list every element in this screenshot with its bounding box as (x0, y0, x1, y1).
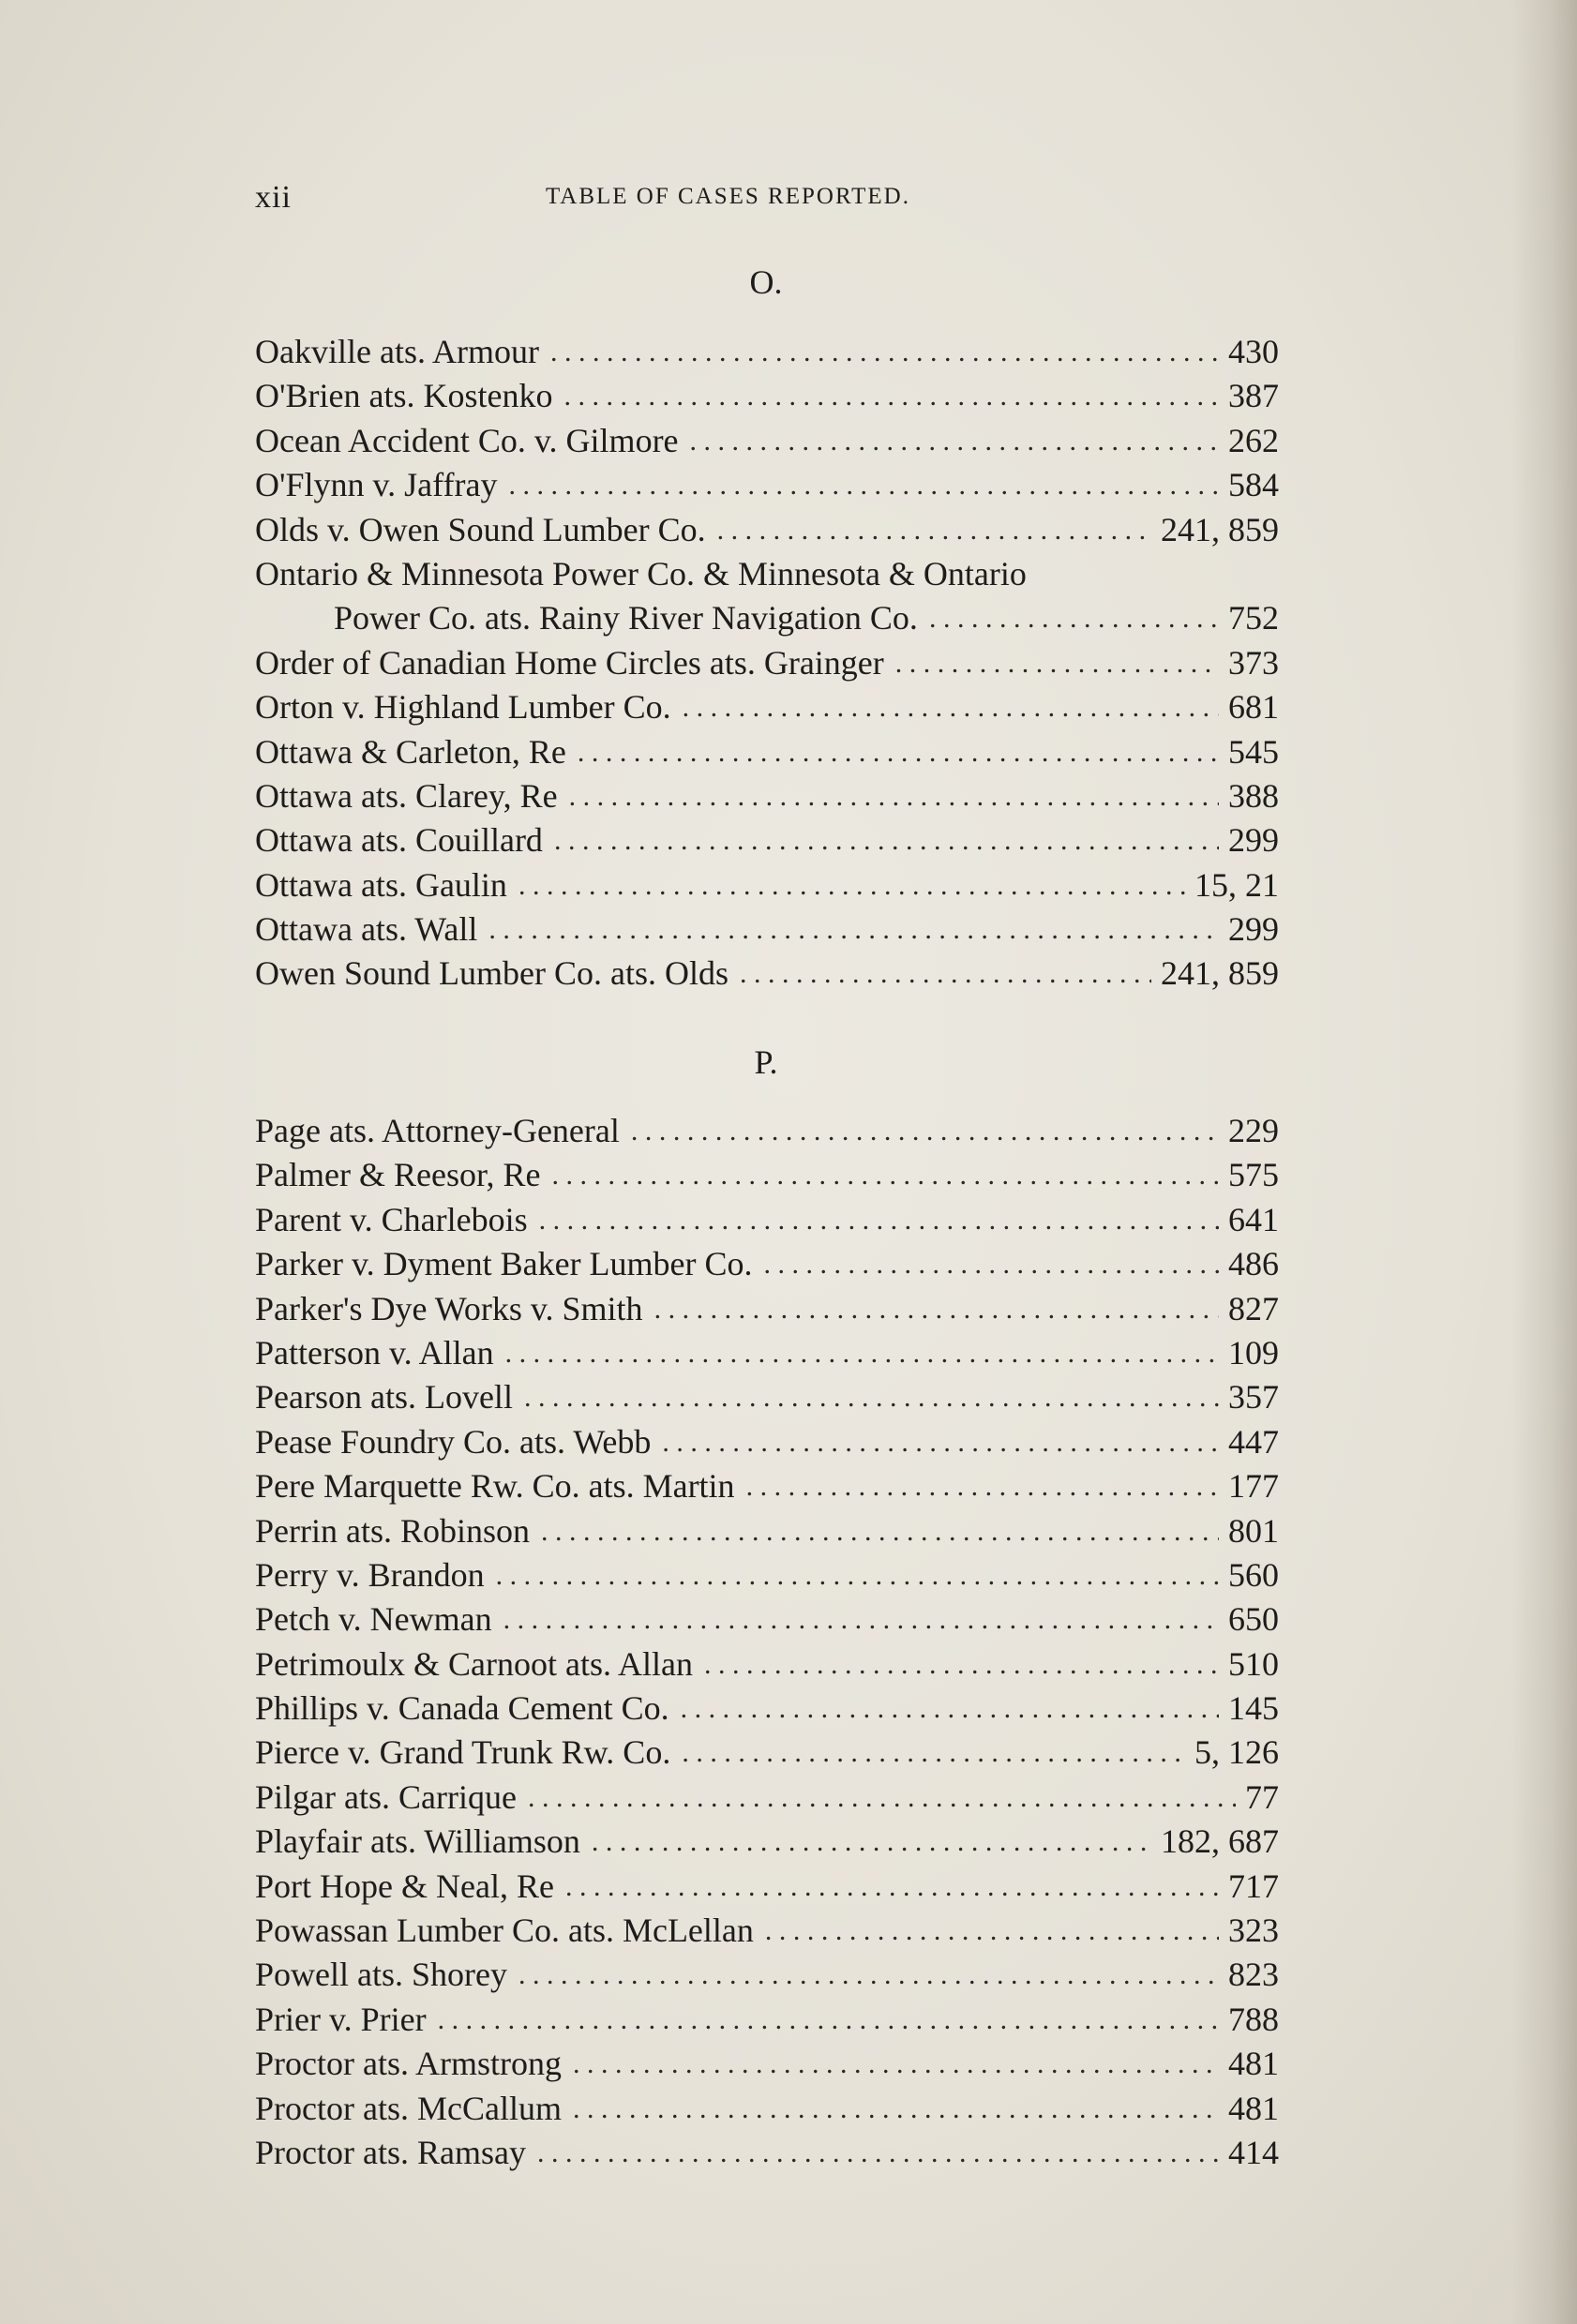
case-name: Ottawa ats. Wall (255, 910, 478, 949)
leader-dots (683, 685, 1219, 729)
case-entry (255, 330, 1279, 374)
leader-dots (496, 1553, 1219, 1597)
case-page: 575 (1228, 1156, 1279, 1194)
case-name: Playfair ats. Williamson (255, 1822, 580, 1861)
case-name: Proctor ats. McCallum (255, 2089, 562, 2127)
page-gutter-shadow (1511, 0, 1577, 2324)
leader-dots (537, 2131, 1219, 2175)
case-page: 681 (1228, 688, 1279, 727)
case-page: 481 (1228, 2089, 1279, 2127)
case-entry (255, 863, 1279, 907)
leader-dots (764, 1242, 1219, 1286)
case-page: 481 (1228, 2045, 1279, 2083)
leader-dots (505, 1331, 1219, 1375)
leader-dots (524, 1375, 1219, 1419)
leader-dots (717, 508, 1151, 552)
case-page: 145 (1228, 1689, 1279, 1728)
case-name: Pierce v. Grand Trunk Rw. Co. (255, 1733, 671, 1772)
case-name: Order of Canadian Home Circles ats. Grainger (255, 643, 884, 682)
case-name: O'Flynn v. Jaffray (255, 466, 498, 504)
case-page: 650 (1228, 1600, 1279, 1639)
case-name: Pere Marquette Rw. Co. ats. Martin (255, 1467, 735, 1506)
leader-dots (631, 1109, 1219, 1153)
case-page: 177 (1228, 1467, 1279, 1506)
case-entry (255, 1687, 1279, 1731)
case-page: 801 (1228, 1511, 1279, 1550)
case-entry-continuation (255, 596, 1279, 640)
case-name: Patterson v. Allan (255, 1333, 494, 1372)
case-page: 5, 126 (1194, 1733, 1279, 1772)
case-entry (255, 1953, 1279, 1997)
case-name: O'Brien ats. Kostenko (255, 377, 553, 415)
case-page: 823 (1228, 1956, 1279, 1994)
case-name: Perry v. Brandon (255, 1555, 485, 1594)
case-entry (255, 1865, 1279, 1909)
leader-dots (654, 1287, 1219, 1331)
case-name: Parker v. Dyment Baker Lumber Co. (255, 1245, 753, 1283)
case-entry (255, 1998, 1279, 2042)
case-page: 323 (1228, 1912, 1279, 1950)
leader-dots (578, 730, 1219, 774)
case-page: 414 (1228, 2133, 1279, 2171)
leader-dots (746, 1464, 1219, 1508)
leader-dots (929, 596, 1219, 640)
case-entry (255, 1153, 1279, 1197)
case-name: Prier v. Prier (255, 2000, 427, 2038)
case-entry (255, 1109, 1279, 1153)
case-page: 241, 859 (1161, 510, 1279, 548)
leader-dots (438, 1998, 1219, 2042)
case-page: 109 (1228, 1333, 1279, 1372)
case-name: Parker's Dye Works v. Smith (255, 1289, 643, 1327)
leader-dots (541, 1509, 1219, 1553)
case-page: 15, 21 (1194, 865, 1279, 904)
case-page: 388 (1228, 776, 1279, 815)
case-page: 788 (1228, 2000, 1279, 2038)
leader-dots (662, 1420, 1219, 1464)
case-entry (255, 463, 1279, 507)
case-entry (255, 1331, 1279, 1375)
case-name: Powassan Lumber Co. ats. McLellan (255, 1912, 754, 1950)
case-page: 77 (1245, 1777, 1279, 1816)
case-entry (255, 508, 1279, 552)
case-page: 387 (1228, 377, 1279, 415)
case-name: Phillips v. Canada Cement Co. (255, 1689, 669, 1728)
case-page: 447 (1228, 1422, 1279, 1461)
leader-dots (569, 774, 1219, 818)
case-entry (255, 1731, 1279, 1775)
case-name: Port Hope & Neal, Re (255, 1867, 554, 1905)
case-name: Pilgar ats. Carrique (255, 1777, 517, 1816)
case-name: Ottawa ats. Clarey, Re (255, 776, 558, 815)
case-entry (255, 1287, 1279, 1331)
case-page: 545 (1228, 732, 1279, 771)
case-page: 584 (1228, 466, 1279, 504)
case-entry (255, 1909, 1279, 1953)
leader-dots (508, 463, 1219, 507)
case-entry (255, 1375, 1279, 1419)
case-page: 641 (1228, 1200, 1279, 1238)
case-name: Petch v. Newman (255, 1600, 492, 1639)
leader-dots (573, 2042, 1219, 2086)
leader-dots (682, 1731, 1185, 1775)
case-entry (255, 1820, 1279, 1864)
leader-dots (573, 2087, 1219, 2131)
case-entry (255, 1509, 1279, 1553)
leader-dots (895, 641, 1219, 685)
case-name: Power Co. ats. Rainy River Navigation Co. (334, 599, 918, 637)
case-name: Pease Foundry Co. ats. Webb (255, 1422, 652, 1461)
leader-dots (552, 1153, 1220, 1197)
case-page: 299 (1228, 821, 1279, 860)
case-name: Page ats. Attorney-General (255, 1111, 620, 1149)
case-name: Ocean Accident Co. v. Gilmore (255, 421, 679, 459)
case-name: Palmer & Reesor, Re (255, 1156, 541, 1194)
case-name: Orton v. Highland Lumber Co. (255, 688, 671, 727)
section-o-list (255, 330, 1279, 997)
section-letter-o: O. (749, 263, 783, 301)
running-title: TABLE OF CASES REPORTED. (546, 184, 910, 209)
case-entry (255, 374, 1279, 418)
leader-dots (565, 1865, 1219, 1909)
case-entry (255, 419, 1279, 463)
case-page: 241, 859 (1161, 954, 1279, 993)
case-name: Parent v. Charlebois (255, 1200, 528, 1238)
case-page: 560 (1228, 1555, 1279, 1594)
case-name: Ottawa ats. Couillard (255, 821, 543, 860)
case-entry (255, 1464, 1279, 1508)
case-entry (255, 641, 1279, 685)
leader-dots (539, 1198, 1219, 1242)
case-page: 486 (1228, 1245, 1279, 1283)
case-name: Oakville ats. Armour (255, 332, 539, 370)
case-entry (255, 1597, 1279, 1642)
leader-dots (704, 1642, 1219, 1687)
case-entry (255, 2131, 1279, 2175)
case-entry (255, 730, 1279, 774)
case-entry (255, 907, 1279, 952)
case-name: Owen Sound Lumber Co. ats. Olds (255, 954, 728, 993)
case-name: Proctor ats. Armstrong (255, 2045, 562, 2083)
leader-dots (690, 419, 1219, 463)
case-entry (255, 952, 1279, 996)
case-page: 827 (1228, 1289, 1279, 1327)
case-name: Proctor ats. Ramsay (255, 2133, 526, 2171)
leader-dots (681, 1687, 1219, 1731)
case-entry (255, 1198, 1279, 1242)
case-entry (255, 1776, 1279, 1820)
section-letter-p: P. (754, 1043, 778, 1081)
case-name: Petrimoulx & Carnoot ats. Allan (255, 1644, 693, 1683)
leader-dots (740, 952, 1151, 996)
case-page: 430 (1228, 332, 1279, 370)
case-entry (255, 1242, 1279, 1286)
page-header (255, 180, 1268, 227)
leader-dots (563, 374, 1219, 418)
leader-dots (518, 1953, 1219, 1997)
case-name: Perrin ats. Robinson (255, 1511, 530, 1550)
leader-dots (592, 1820, 1151, 1864)
case-entry (255, 552, 1279, 596)
case-name: Ottawa ats. Gaulin (255, 865, 507, 904)
case-entry (255, 2042, 1279, 2086)
case-name: Olds v. Owen Sound Lumber Co. (255, 510, 706, 548)
section-p-list (255, 1109, 1279, 2175)
case-page: 717 (1228, 1867, 1279, 1905)
leader-dots (554, 818, 1219, 862)
case-page: 752 (1228, 599, 1279, 637)
leader-dots (765, 1909, 1219, 1953)
leader-dots (550, 330, 1219, 374)
page-number: xii (255, 180, 292, 215)
case-entry (255, 818, 1279, 862)
case-page: 373 (1228, 643, 1279, 682)
case-page: 262 (1228, 421, 1279, 459)
case-name: Ottawa & Carleton, Re (255, 732, 566, 771)
case-name: Ontario & Minnesota Power Co. & Minnesota & Ontario (255, 554, 1027, 592)
case-name: Pearson ats. Lovell (255, 1378, 513, 1417)
case-entry (255, 1642, 1279, 1687)
case-page: 510 (1228, 1644, 1279, 1683)
leader-dots (488, 907, 1219, 952)
case-entry (255, 685, 1279, 729)
case-page: 299 (1228, 910, 1279, 949)
case-page: 229 (1228, 1111, 1279, 1149)
case-entry (255, 2087, 1279, 2131)
leader-dots (528, 1776, 1236, 1820)
case-entry (255, 1420, 1279, 1464)
leader-dots (518, 863, 1185, 907)
case-page: 182, 687 (1161, 1822, 1279, 1861)
case-entry (255, 774, 1279, 818)
case-entry (255, 1553, 1279, 1597)
leader-dots (503, 1597, 1219, 1642)
case-name: Powell ats. Shorey (255, 1956, 507, 1994)
case-page: 357 (1228, 1378, 1279, 1417)
